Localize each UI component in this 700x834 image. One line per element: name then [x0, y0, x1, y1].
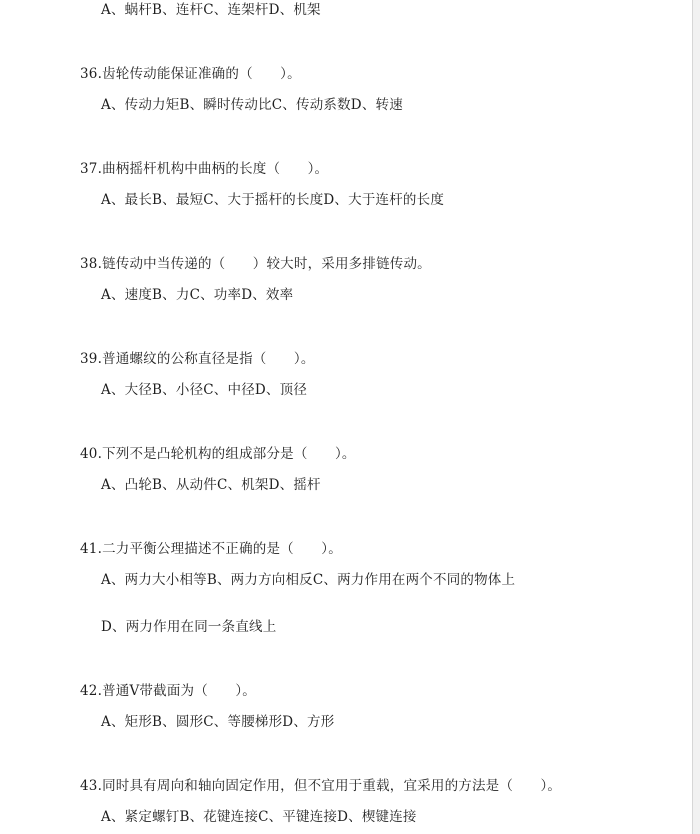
question-43: 43.同时具有周向和轴向固定作用，但不宜用于重载，宜采用的方法是（ ）。 — [80, 778, 562, 794]
answer-options-39: A、大径B、小径C、中径D、顶径 — [101, 382, 308, 398]
answer-options-38: A、速度B、力C、功率D、效率 — [101, 287, 294, 303]
question-36: 36.齿轮传动能保证准确的（ ）。 — [80, 66, 301, 82]
answer-options-37: A、最长B、最短C、大于摇杆的长度D、大于连杆的长度 — [101, 192, 445, 208]
question-37: 37.曲柄摇杆机构中曲柄的长度（ ）。 — [80, 161, 329, 177]
answer-options-40: A、凸轮B、从动件C、机架D、摇杆 — [101, 477, 321, 493]
answer-options-42: A、矩形B、圆形C、等腰梯形D、方形 — [101, 714, 335, 730]
answer-options-41: A、两力大小相等B、两力方向相反C、两力作用在两个不同的物体上 — [101, 572, 516, 588]
question-42: 42.普通V带截面为（ ）。 — [80, 683, 256, 699]
question-38: 38.链传动中当传递的（ ）较大时，采用多排链传动。 — [80, 256, 431, 272]
question-41: 41.二力平衡公理描述不正确的是（ ）。 — [80, 541, 342, 557]
answer-options-35: A、蜗杆B、连杆C、连架杆D、机架 — [101, 2, 321, 18]
answer-options-41-continued: D、两力作用在同一条直线上 — [101, 619, 277, 635]
answer-options-36: A、传动力矩B、瞬时传动比C、传动系数D、转速 — [101, 97, 403, 113]
question-40: 40.下列不是凸轮机构的组成部分是（ ）。 — [80, 446, 356, 462]
answer-options-43: A、紧定螺钉B、花键连接C、平键连接D、楔键连接 — [101, 809, 417, 825]
question-39: 39.普通螺纹的公称直径是指（ ）。 — [80, 351, 315, 367]
